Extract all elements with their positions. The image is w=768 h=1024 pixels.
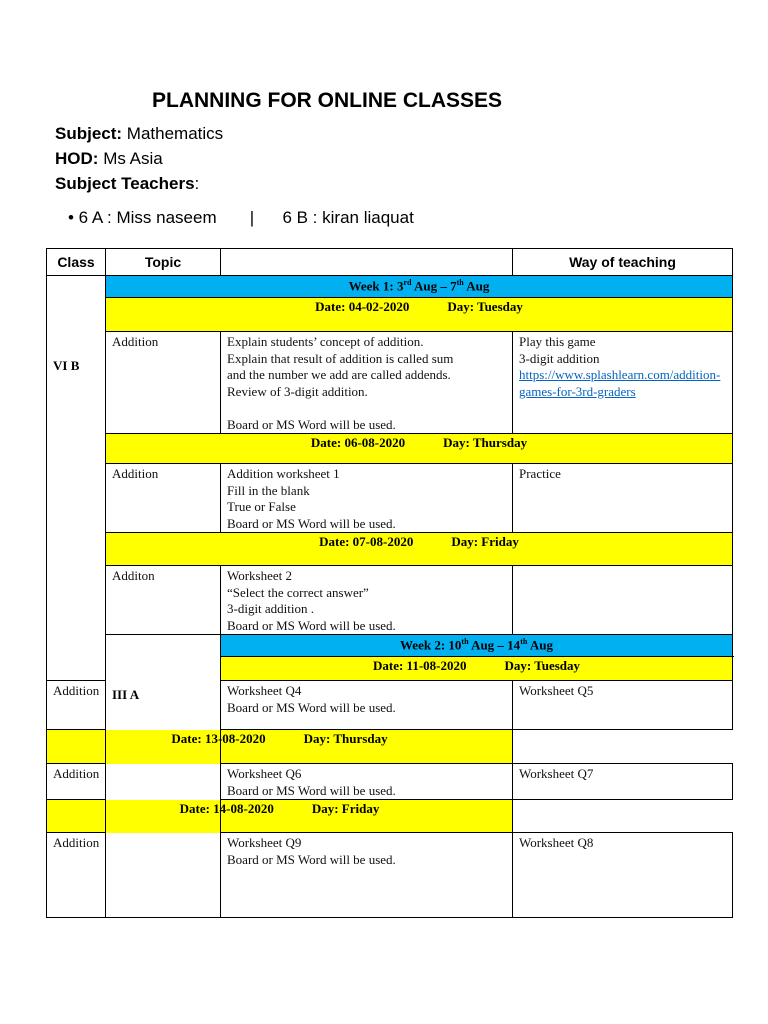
topic-cell: Addition: [47, 681, 106, 730]
date-band: Date: 06-08-2020 Day: Thursday: [106, 434, 733, 464]
header-blank: [221, 249, 513, 276]
description-cell: Worksheet Q4 Board or MS Word will be used.: [221, 681, 513, 730]
subject-value: Mathematics: [126, 124, 224, 143]
hod-label: HOD:: [55, 149, 99, 168]
description-cell: Worksheet Q6 Board or MS Word will be used.: [221, 764, 513, 800]
topic-cell: Addition: [106, 332, 221, 434]
date-band: Date: 07-08-2020 Day: Friday: [106, 533, 733, 566]
header-way: Way of teaching: [513, 249, 733, 276]
table-row: [47, 566, 733, 635]
teachers-list: • 6 A : Miss naseem | 6 B : kiran liaquat: [68, 208, 414, 227]
subject-label: Subject:: [55, 124, 123, 143]
way-cell: Worksheet Q5: [513, 681, 733, 730]
description-cell: Worksheet 2 “Select the correct answer” 3-digit addition . Board or MS Word will be used.: [221, 566, 513, 635]
description-cell: Worksheet Q9 Board or MS Word will be used.: [221, 833, 513, 918]
teachers-colon: :: [194, 174, 200, 193]
subject-line: [55, 124, 223, 144]
table-row: [47, 464, 733, 533]
hod-line: [55, 149, 163, 169]
date-band: Date: 14-08-2020 Day: Friday: [47, 800, 513, 833]
header-class: Class: [47, 249, 106, 276]
description-cell: Explain students’ concept of addition. Explain that result of addition is called sum and the number we add are called addends. Review of 3-digit addition. Board or MS Word will be used.: [221, 332, 513, 434]
date-band: Date: 13-08-2020 Day: Thursday: [47, 730, 513, 764]
way-cell: Worksheet Q8: [513, 833, 733, 918]
topic-cell: Addition: [47, 833, 106, 918]
way-cell: Worksheet Q7: [513, 764, 733, 800]
table-row: [47, 332, 733, 434]
date-band: Date: 11-08-2020 Day: Tuesday: [221, 657, 733, 681]
header-topic: Topic: [106, 249, 221, 276]
week-2-band: Week 2: 10th Aug – 14th Aug: [221, 635, 733, 657]
teachers-line: [55, 174, 199, 194]
topic-cell: Addition: [47, 764, 106, 800]
hod-value: Ms Asia: [103, 149, 163, 168]
class-cell-vi-b: VI B: [47, 276, 106, 681]
topic-cell: Addition: [106, 464, 221, 533]
description-cell: Addition worksheet 1 Fill in the blank True or False Board or MS Word will be used.: [221, 464, 513, 533]
way-cell: Practice: [513, 464, 733, 533]
teachers-label: Subject Teachers: [55, 174, 195, 193]
header-row: [47, 249, 733, 276]
class-cell-iii-a: III A: [106, 635, 221, 918]
way-cell: Play this game 3-digit addition https://www.splashlearn.com/addition-games-for-3rd-graders: [513, 332, 733, 434]
way-cell: [513, 566, 733, 635]
planning-table: [46, 248, 733, 918]
page-title: PLANNING FOR ONLINE CLASSES: [152, 89, 503, 112]
week-1-band: Week 1: 3rd Aug – 7th Aug: [106, 276, 733, 298]
splashlearn-link[interactable]: https://www.splashlearn.com/addition-games-for-3rd-graders: [519, 367, 721, 399]
topic-cell: Additon: [106, 566, 221, 635]
date-band: Date: 04-02-2020 Day: Tuesday: [106, 298, 733, 332]
